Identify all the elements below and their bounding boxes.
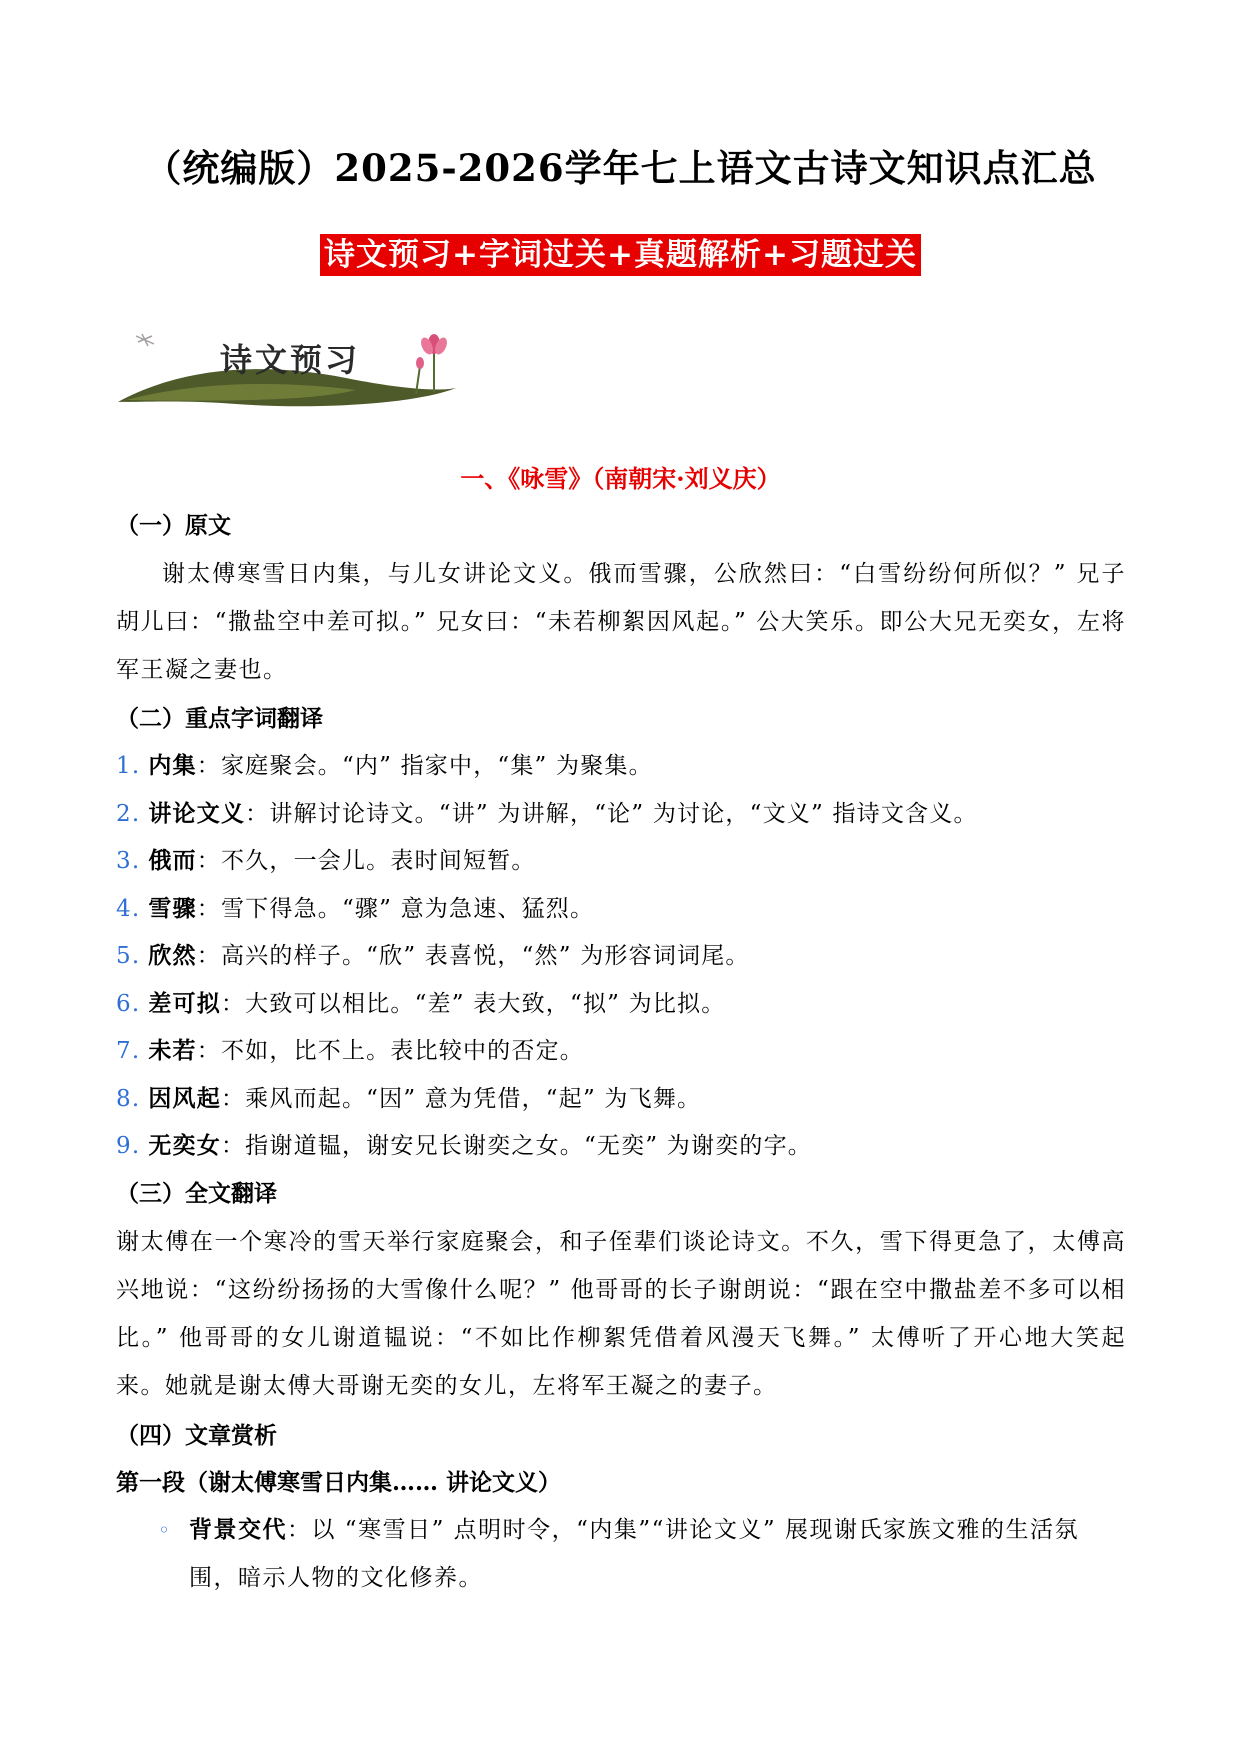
subtitle: 诗文预习+字词过关+真题解析+习题过关 [320, 234, 921, 276]
translation-text: 谢太傅在一个寒冷的雪天举行家庭聚会，和子侄辈们谈论诗文。不久，雪下得更急了，太傅高兴地说：“这纷纷扬扬的大雪像什么呢？” 他哥哥的长子谢朗说：“跟在空中撒盐差不多可以相比。” 他哥哥的女儿谢道韫说：“不如比作柳絮凭借着风漫天飞舞。” 太傅听了开心地大笑起来。她就是谢太傅大哥谢无奕的女儿，左将军王凝之的妻子。 [116, 1229, 1126, 1399]
paragraph1-heading: 第一段（谢太傅寒雪日内集…… 讲论文义） [116, 1469, 562, 1496]
vocab-term: 讲论文义 [148, 800, 246, 827]
vocab-def: ：雪下得急。“骤” 意为急速、猛烈。 [196, 896, 595, 922]
vocab-term: 无奕女 [148, 1132, 221, 1159]
bullet-body: ：以 “寒雪日” 点明时令，“内集”“讲论文义” 展现谢氏家族文雅的生活氛围，暗示人物的文化修养。 [189, 1517, 1079, 1591]
vocab-term: 差可拟 [148, 990, 221, 1017]
bullet-term: 背景交代 [189, 1516, 287, 1543]
vocab-term: 内集 [148, 752, 197, 779]
vocab-heading: （二）重点字词翻译 [116, 705, 323, 732]
vocab-def: ：乘风而起。“因” 意为凭借，“起” 为飞舞。 [220, 1086, 702, 1112]
vocab-term: 雪骤 [148, 895, 197, 922]
vocab-term: 未若 [148, 1037, 197, 1064]
vocab-def: ：讲解讨论诗文。“讲” 为讲解，“论” 为讨论，“文义” 指诗文含义。 [245, 801, 978, 827]
vocab-item [116, 893, 594, 925]
document-title: （统编版）2025-2026学年七上语文古诗文知识点汇总 [144, 146, 1097, 190]
analysis-heading: （四）文章赏析 [116, 1422, 277, 1449]
bullet-text [189, 1506, 1126, 1602]
banner-label: 诗文预习 [220, 341, 361, 379]
vocab-item [116, 1035, 584, 1067]
dragonfly-icon [136, 334, 154, 346]
bullet-marker: ◦ [158, 1518, 170, 1542]
vocab-def: ：高兴的样子。“欣” 表喜悦，“然” 为形容词词尾。 [196, 943, 750, 969]
vocab-num: 8. [116, 1086, 141, 1112]
vocab-term: 俄而 [148, 847, 197, 874]
vocab-num: 3. [116, 848, 141, 874]
subtitle-banner [0, 234, 1241, 276]
vocab-def: ：家庭聚会。“内” 指家中，“集” 为聚集。 [196, 753, 653, 779]
vocab-term: 欣然 [148, 942, 197, 969]
poem-title: 一、《咏雪》（南朝宋·刘义庆） [460, 464, 781, 493]
vocab-def: ：指谢道韫，谢安兄长谢奕之女。“无奕” 为谢奕的字。 [220, 1133, 812, 1159]
vocab-def: ：大致可以相比。“差” 表大致，“拟” 为比拟。 [220, 991, 726, 1017]
vocab-num: 5. [116, 943, 141, 969]
lotus-icon [416, 334, 449, 394]
vocab-def: ：不如，比不上。表比较中的否定。 [196, 1038, 584, 1064]
vocab-term: 因风起 [148, 1085, 221, 1112]
vocab-num: 4. [116, 896, 141, 922]
vocab-num: 7. [116, 1038, 141, 1064]
vocab-item [116, 750, 653, 782]
vocab-item [116, 988, 725, 1020]
vocab-item [116, 1083, 701, 1115]
vocab-num: 9. [116, 1133, 141, 1159]
vocab-item [116, 845, 536, 877]
vocab-num: 1. [116, 753, 141, 779]
vocab-item [116, 798, 978, 830]
vocab-num: 2. [116, 801, 141, 827]
vocab-item [116, 940, 750, 972]
original-heading: （一）原文 [116, 512, 231, 539]
vocab-def: ：不久，一会儿。表时间短暂。 [196, 848, 536, 874]
vocab-item [116, 1130, 812, 1162]
vocab-num: 6. [116, 991, 141, 1017]
original-text: 谢太傅寒雪日内集，与儿女讲论文义。俄而雪骤，公欣然曰：“白雪纷纷何所似？” 兄子胡儿曰：“撒盐空中差可拟。” 兄女曰：“未若柳絮因风起。” 公大笑乐。即公大兄无奕女，左将军王凝之妻也。 [116, 561, 1126, 683]
translation-heading: （三）全文翻译 [116, 1180, 277, 1207]
